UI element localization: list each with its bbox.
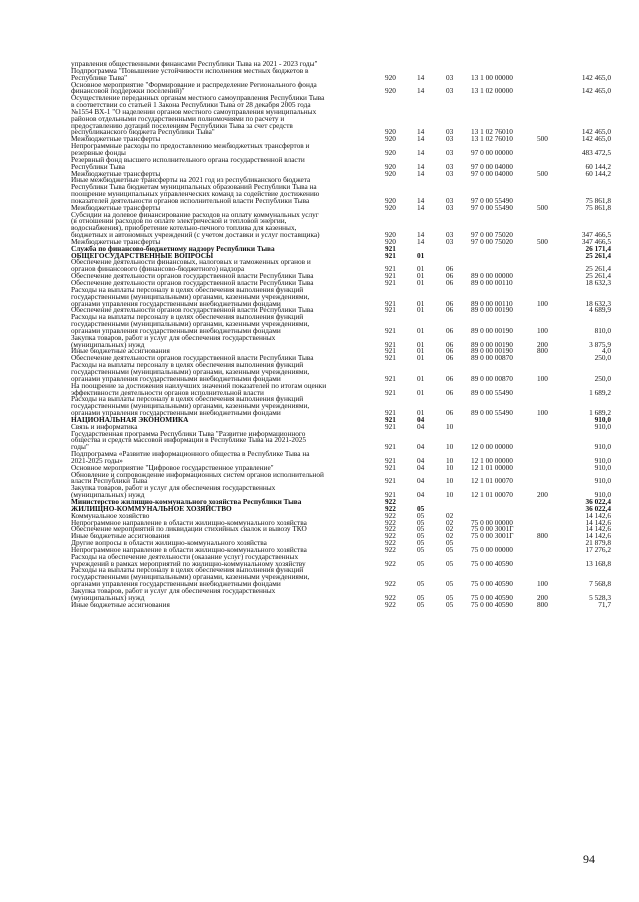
org-code: 921 xyxy=(385,408,396,418)
amount: 60 144,2 xyxy=(585,168,611,178)
amount: 4 689,9 xyxy=(589,305,611,315)
table-row xyxy=(71,362,611,383)
target-article-code: 89 0 00 55490 xyxy=(471,408,513,418)
section-code: 01 xyxy=(417,339,425,349)
target-article-code: 89 0 00 00190 xyxy=(471,305,513,315)
target-article-code: 13 1 02 76010 xyxy=(471,127,513,137)
target-article-code: 13 1 02 00000 xyxy=(471,86,513,96)
org-code: 922 xyxy=(385,517,396,527)
expense-type-code: 500 xyxy=(537,236,548,246)
section-code: 05 xyxy=(417,544,425,554)
org-code: 920 xyxy=(385,236,396,246)
row-description: Обновление и сопровождение информационных систем органов исполнительной власти Республики Тыва xyxy=(71,469,324,486)
target-article-code: 89 0 00 00190 xyxy=(471,325,513,335)
subsection-code: 10 xyxy=(446,442,454,452)
section-code: 14 xyxy=(417,134,425,144)
subsection-code: 06 xyxy=(446,353,454,363)
section-code: 05 xyxy=(417,524,425,534)
target-article-code: 89 0 00 00110 xyxy=(471,278,513,287)
org-code: 922 xyxy=(385,531,396,541)
org-code: 920 xyxy=(385,230,396,240)
amount: 7 568,8 xyxy=(589,579,611,589)
amount: 36 022,4 xyxy=(585,503,611,513)
org-code: 921 xyxy=(385,305,396,315)
subsection-code: 03 xyxy=(446,236,454,246)
row-description: Резервный фонд высшего исполнительного органа государственной власти Республики Тыва xyxy=(71,154,305,171)
section-code: 05 xyxy=(417,579,425,589)
org-code: 922 xyxy=(385,538,396,548)
section-code: 01 xyxy=(417,373,425,383)
org-code: 921 xyxy=(385,278,396,287)
expense-type-code: 200 xyxy=(537,592,548,602)
org-code: 921 xyxy=(385,325,396,335)
section-code: 01 xyxy=(417,250,425,260)
section-code: 04 xyxy=(417,490,425,500)
org-code: 922 xyxy=(385,558,396,568)
subsection-code: 10 xyxy=(446,455,454,465)
org-code: 922 xyxy=(385,579,396,589)
row-description: Иные бюджетные ассигнования xyxy=(71,531,170,541)
section-code: 04 xyxy=(417,455,425,465)
section-code: 05 xyxy=(417,592,425,602)
row-description: Иные бюджетные ассигнования xyxy=(71,599,170,609)
amount: 142 465,0 xyxy=(581,127,611,137)
row-description: управления общественными финансами Республики Тыва на 2021 - 2023 годы" xyxy=(71,59,318,68)
section-code: 01 xyxy=(417,346,425,356)
row-description: Расходы на выплаты персоналу в целях обеспечения выполнения функций государственными (муниципальными) органами, казенными учреждениями, органами управления государственными внебюджетными фондами xyxy=(71,312,310,335)
org-code: 921 xyxy=(385,243,396,253)
subsection-code: 02 xyxy=(446,524,454,534)
subsection-code: 06 xyxy=(446,373,454,383)
target-article-code: 97 0 00 55490 xyxy=(471,195,513,205)
amount: 1 689,2 xyxy=(589,408,611,418)
subsection-code: 10 xyxy=(446,490,454,500)
section-code: 04 xyxy=(417,462,425,472)
amount: 25 261,4 xyxy=(585,271,611,281)
section-code: 14 xyxy=(417,147,425,157)
table-row xyxy=(71,503,611,513)
table-row xyxy=(71,567,611,588)
org-code: 922 xyxy=(385,497,396,506)
org-code: 920 xyxy=(385,134,396,144)
amount: 75 861,8 xyxy=(585,195,611,205)
expense-type-code: 200 xyxy=(537,339,548,349)
org-code: 920 xyxy=(385,202,396,212)
section-code: 14 xyxy=(417,72,425,82)
section-code: 01 xyxy=(417,278,425,287)
row-description: Государственная программа Республики Тыва "Развитие информационного общества и средств массовой информации в Республике Тыва на 2021-2025 годы" xyxy=(71,428,307,452)
table-row xyxy=(71,209,611,240)
expense-type-code: 500 xyxy=(537,168,548,178)
expense-type-code: 500 xyxy=(537,202,548,212)
expense-type-code: 100 xyxy=(537,325,548,335)
subsection-code: 05 xyxy=(446,558,454,568)
row-description: Обеспечение деятельности органов государственной власти Республики Тыва xyxy=(71,278,314,287)
section-code: 05 xyxy=(417,558,425,568)
subsection-code: 03 xyxy=(446,147,454,157)
section-code: 04 xyxy=(417,421,425,431)
org-code: 921 xyxy=(385,421,396,431)
target-article-code: 12 1 00 00000 xyxy=(471,455,513,465)
expense-type-code: 800 xyxy=(537,531,548,541)
section-code: 01 xyxy=(417,387,425,397)
section-code: 04 xyxy=(417,442,425,452)
row-description: Подпрограмма «Развитие информационного общества в Республике Тыва на 2021-2025 годы» xyxy=(71,449,310,465)
row-description: Закупка товаров, работ и услуг для обеспечения государственных (муниципальных) нужд xyxy=(71,585,276,602)
table-row xyxy=(71,314,611,335)
subsection-code: 03 xyxy=(446,195,454,205)
org-code: 921 xyxy=(385,455,396,465)
amount: 36 022,4 xyxy=(585,497,611,506)
org-code: 921 xyxy=(385,462,396,472)
table-row xyxy=(71,284,611,308)
amount: 910,0 xyxy=(594,442,611,452)
row-description: Закупка товаров, работ и услуг для обеспечения государственных (муниципальных) нужд xyxy=(71,332,276,349)
amount: 910,0 xyxy=(594,421,611,431)
target-article-code: 97 0 00 04000 xyxy=(471,168,513,178)
org-code: 920 xyxy=(385,127,396,137)
amount: 3 875,9 xyxy=(589,339,611,349)
org-code: 921 xyxy=(385,353,396,363)
org-code: 921 xyxy=(385,442,396,452)
subsection-code: 06 xyxy=(446,408,454,418)
subsection-code: 03 xyxy=(446,134,454,144)
subsection-code: 03 xyxy=(446,161,454,171)
amount: 483 472,5 xyxy=(581,147,611,157)
org-code: 922 xyxy=(385,599,396,609)
row-description: Расходы на обеспечение деятельности (оказание услуг) государственных учреждений в рамках мероприятий по жилищно-коммунальному хозяйству xyxy=(71,551,306,568)
amount: 14 142,6 xyxy=(585,531,611,541)
subsection-code: 02 xyxy=(446,510,454,520)
amount: 25 261,4 xyxy=(585,264,611,274)
section-code: 05 xyxy=(417,531,425,541)
expense-type-code: 100 xyxy=(537,373,548,383)
section-code: 01 xyxy=(417,264,425,274)
expense-type-code: 100 xyxy=(537,579,548,589)
section-code: 14 xyxy=(417,161,425,171)
amount: 21 879,8 xyxy=(585,538,611,548)
row-description: Связь и информатика xyxy=(71,421,138,431)
target-article-code: 89 0 00 00190 xyxy=(471,346,513,356)
row-description: Основное мероприятие "Формирование и распределение Регионального фонда финансовой поддержки поселений)" xyxy=(71,79,317,96)
subsection-code: 06 xyxy=(446,298,454,308)
target-article-code: 75 0 00 00000 xyxy=(471,517,513,527)
target-article-code: 89 0 00 00870 xyxy=(471,373,513,383)
section-code: 05 xyxy=(417,599,425,609)
target-article-code: 89 0 00 00110 xyxy=(471,298,513,308)
amount: 910,0 xyxy=(594,455,611,465)
row-description: Расходы на выплаты персоналу в целях обеспечения выполнения функций государственными (муниципальными) органами, казенными учреждениями, органами управления государственными внебюджетными фондами xyxy=(71,565,310,589)
org-code: 920 xyxy=(385,168,396,178)
row-description: НАЦИОНАЛЬНАЯ ЭКОНОМИКА xyxy=(71,414,189,424)
expense-type-code: 100 xyxy=(537,298,548,308)
section-code: 14 xyxy=(417,168,425,178)
section-code: 14 xyxy=(417,127,425,137)
section-code: 05 xyxy=(417,510,425,520)
row-description: Министерство жилищно-коммунального хозяйства Республики Тыва xyxy=(71,497,302,506)
subsection-code: 05 xyxy=(446,579,454,589)
expense-type-code: 200 xyxy=(537,490,548,500)
subsection-code: 06 xyxy=(446,339,454,349)
amount: 910,0 xyxy=(594,490,611,500)
section-code: 14 xyxy=(417,236,425,246)
row-description: Субсидии на долевое финансирование расходов на оплату коммунальных услуг (в отношении расходов по оплате электрической и тепловой энергии, водоснабжения), приобретение котельно-печного топлива для казенных, бюджетных и автономных учреждений (с учетом доставки и услуг поставщика) xyxy=(71,209,320,240)
amount: 347 466,5 xyxy=(581,236,611,246)
target-article-code: 12 1 01 00070 xyxy=(471,490,513,500)
target-article-code: 75 0 00 40590 xyxy=(471,592,513,602)
subsection-code: 10 xyxy=(446,421,454,431)
subsection-code: 03 xyxy=(446,72,454,82)
target-article-code: 89 0 00 00870 xyxy=(471,353,513,363)
subsection-code: 03 xyxy=(446,202,454,212)
row-description: Коммунальное хозяйство xyxy=(71,510,150,520)
org-code: 921 xyxy=(385,264,396,274)
amount: 17 276,2 xyxy=(585,544,611,554)
target-article-code: 89 0 00 00000 xyxy=(471,271,513,281)
row-description: Осуществление переданных органам местного самоуправления Республики Тыва в соответствии со статьей 1 Закона Республики Тыва от 28 декабря 2005 года №1554 ВХ-1 "О наделении органов местного самоуправления муниципальных районов отдельными государственными полномочиями по расчету и предоставлению дотаций поселениям Республики Тыва за счет средств республиканского бюджета Республики Тыва" xyxy=(71,93,325,137)
row-description: Обеспечение деятельности органов государственной власти Республики Тыва xyxy=(71,271,314,281)
target-article-code: 13 1 02 76010 xyxy=(471,134,513,144)
amount: 910,0 xyxy=(594,414,611,424)
section-code: 01 xyxy=(417,353,425,363)
target-article-code: 75 0 00 40590 xyxy=(471,558,513,568)
amount: 347 466,5 xyxy=(581,230,611,240)
expense-type-code: 800 xyxy=(537,346,548,356)
subsection-code: 06 xyxy=(446,346,454,356)
amount: 5 528,3 xyxy=(589,592,611,602)
subsection-code: 03 xyxy=(446,168,454,178)
row-description: ЖИЛИЩНО-КОММУНАЛЬНОЕ ХОЗЯЙСТВО xyxy=(71,503,232,513)
subsection-code: 06 xyxy=(446,278,454,287)
section-code: 14 xyxy=(417,86,425,96)
org-code: 921 xyxy=(385,373,396,383)
table-row xyxy=(71,95,611,136)
subsection-code: 05 xyxy=(446,544,454,554)
amount: 60 144,2 xyxy=(585,161,611,171)
row-description: Межбюджетные трансферты xyxy=(71,134,161,144)
table-row xyxy=(71,414,611,424)
subsection-code: 06 xyxy=(446,305,454,315)
target-article-code: 12 0 00 00000 xyxy=(471,442,513,452)
table-row xyxy=(71,428,611,452)
amount: 250,0 xyxy=(594,373,611,383)
target-article-code: 75 0 00 3001Г xyxy=(471,524,514,534)
amount: 25 261,4 xyxy=(585,250,611,260)
amount: 142 465,0 xyxy=(581,72,611,82)
row-description: Другие вопросы в области жилищно-коммунального хозяйства xyxy=(71,538,267,548)
target-article-code: 75 0 00 40590 xyxy=(471,579,513,589)
section-code: 01 xyxy=(417,325,425,335)
target-article-code: 75 0 00 3001Г xyxy=(471,531,514,541)
subsection-code: 02 xyxy=(446,517,454,527)
amount: 14 142,6 xyxy=(585,517,611,527)
org-code: 921 xyxy=(385,387,396,397)
subsection-code: 06 xyxy=(446,264,454,274)
subsection-code: 03 xyxy=(446,230,454,240)
org-code: 921 xyxy=(385,490,396,500)
target-article-code: 12 1 01 00000 xyxy=(471,462,513,472)
section-code: 04 xyxy=(417,414,425,424)
subsection-code: 05 xyxy=(446,538,454,548)
amount: 26 171,4 xyxy=(585,243,611,253)
org-code: 922 xyxy=(385,503,396,513)
org-code: 920 xyxy=(385,195,396,205)
org-code: 921 xyxy=(385,476,396,486)
expense-type-code: 800 xyxy=(537,599,548,609)
section-code: 05 xyxy=(417,503,425,513)
row-description: Межбюджетные трансферты xyxy=(71,168,161,178)
target-article-code: 97 0 00 75020 xyxy=(471,230,513,240)
section-code: 05 xyxy=(417,538,425,548)
row-description: Непрограммное направление в области жилищно-коммунального хозяйства xyxy=(71,517,307,527)
amount: 910,0 xyxy=(594,462,611,472)
amount: 71,7 xyxy=(598,599,611,609)
row-description: ОБЩЕГОСУДАРСТВЕННЫЕ ВОПРОСЫ xyxy=(71,250,214,260)
org-code: 921 xyxy=(385,298,396,308)
subsection-code: 05 xyxy=(446,599,454,609)
subsection-code: 03 xyxy=(446,86,454,96)
org-code: 922 xyxy=(385,592,396,602)
target-article-code: 13 1 00 00000 xyxy=(471,72,513,82)
row-description: Непрограммное направление в области жилищно-коммунального хозяйства xyxy=(71,544,307,554)
target-article-code: 75 0 00 40590 xyxy=(471,599,513,609)
target-article-code: 97 0 00 04000 xyxy=(471,161,513,171)
table-row xyxy=(71,599,611,609)
row-description: Подпрограмма "Повышение устойчивости исполнения местных бюджетов в Республике Тыва" xyxy=(71,65,309,82)
subsection-code: 05 xyxy=(446,592,454,602)
row-description: Служба по финансово-бюджетному надзору Республики Тыва xyxy=(71,243,275,253)
row-description: Непрограммные расходы по предоставлению межбюджетных трансфертов и резервные фонды xyxy=(71,141,310,157)
row-description: Закупка товаров, работ и услуг для обеспечения государственных (муниципальных) нужд xyxy=(71,483,276,500)
org-code: 921 xyxy=(385,414,396,424)
target-article-code: 97 0 00 75020 xyxy=(471,236,513,246)
org-code: 920 xyxy=(385,161,396,171)
expense-type-code: 100 xyxy=(537,408,548,418)
row-description: Обеспечение деятельности органов государственной власти Республики Тыва xyxy=(71,305,314,315)
amount: 13 168,8 xyxy=(585,558,611,568)
row-description: Иные бюджетные ассигнования xyxy=(71,346,170,356)
amount: 75 861,8 xyxy=(585,202,611,212)
row-description: На поощрение за достижения наилучших значений показателей по итогам оценки эффективности деятельности органов исполнительной власти xyxy=(71,380,327,397)
amount: 250,0 xyxy=(594,353,611,363)
target-article-code: 89 0 00 00190 xyxy=(471,339,513,349)
org-code: 922 xyxy=(385,544,396,554)
subsection-code: 10 xyxy=(446,462,454,472)
amount: 14 142,6 xyxy=(585,510,611,520)
section-code: 05 xyxy=(417,517,425,527)
org-code: 921 xyxy=(385,346,396,356)
target-article-code: 97 0 00 00000 xyxy=(471,147,513,157)
row-description: Расходы на выплаты персоналу в целях обеспечения выполнения функций государственными (муниципальными) органами, казенными учреждениями, органами управления государственными внебюджетными фондами xyxy=(71,360,310,383)
target-article-code: 12 1 01 00070 xyxy=(471,476,513,486)
amount: 18 632,3 xyxy=(585,298,611,308)
page-number: 94 xyxy=(583,852,595,866)
amount: 910,0 xyxy=(594,476,611,486)
subsection-code: 06 xyxy=(446,387,454,397)
section-code: 14 xyxy=(417,202,425,212)
row-description: Обеспечение мероприятий по ликвидации стихийных свалок и вывозу ТКО xyxy=(71,524,307,534)
row-description: Межбюджетные трансферты xyxy=(71,236,161,246)
section-code: 01 xyxy=(417,408,425,418)
amount: 4,0 xyxy=(601,346,611,356)
subsection-code: 02 xyxy=(446,531,454,541)
subsection-code: 06 xyxy=(446,325,454,335)
org-code: 922 xyxy=(385,510,396,520)
section-code: 04 xyxy=(417,476,425,486)
expense-type-code: 500 xyxy=(537,134,548,144)
section-code: 01 xyxy=(417,298,425,308)
table-row xyxy=(71,177,611,204)
row-description: Обеспечение деятельности органов государственной власти Республики Тыва xyxy=(71,353,314,363)
target-article-code: 89 0 00 55490 xyxy=(471,387,513,397)
org-code: 922 xyxy=(385,524,396,534)
amount: 1 689,2 xyxy=(589,387,611,397)
org-code: 921 xyxy=(385,271,396,281)
amount: 14 142,6 xyxy=(585,524,611,534)
amount: 142 465,0 xyxy=(581,86,611,96)
row-description: Расходы на выплаты персоналу в целях обеспечения выполнения функций государственными (муниципальными) органами, казенными учреждениями, органами управления государственными внебюджетными фондами xyxy=(71,284,310,308)
subsection-code: 03 xyxy=(446,127,454,137)
section-code: 14 xyxy=(417,230,425,240)
org-code: 920 xyxy=(385,147,396,157)
row-description: Иные межбюджетные трансферты на 2021 год из республиканского бюджета Республики Тыва бюджетам муниципальных образований Республики Тыва на поощрение муниципальных управленческих команд за содействие достижению показателей деятельности органов исполнительной власти Республики Тыва xyxy=(71,175,320,205)
section-code: 01 xyxy=(417,271,425,281)
org-code: 921 xyxy=(385,339,396,349)
section-code: 14 xyxy=(417,195,425,205)
amount: 810,0 xyxy=(594,325,611,335)
target-article-code: 97 0 00 55490 xyxy=(471,202,513,212)
row-description: Обеспечение деятельности финансовых, налоговых и таможенных органов и органов финансового (финансово-бюджетного) надзора xyxy=(71,257,311,274)
target-article-code: 75 0 00 00000 xyxy=(471,544,513,554)
org-code: 920 xyxy=(385,72,396,82)
amount: 18 632,3 xyxy=(585,278,611,287)
subsection-code: 06 xyxy=(446,271,454,281)
subsection-code: 10 xyxy=(446,476,454,486)
section-code: 01 xyxy=(417,305,425,315)
row-description: Основное мероприятие "Цифровое государственное управление" xyxy=(71,462,274,472)
org-code: 921 xyxy=(385,250,396,260)
org-code: 920 xyxy=(385,86,396,96)
amount: 142 465,0 xyxy=(581,134,611,144)
row-description: Расходы на выплаты персоналу в целях обеспечения выполнения функций государственными (муниципальными) органами, казенными учреждениями, органами управления государственными внебюджетными фондами xyxy=(71,394,310,418)
budget-table xyxy=(71,61,611,609)
row-description: Межбюджетные трансферты xyxy=(71,202,161,212)
table-row xyxy=(71,396,611,417)
